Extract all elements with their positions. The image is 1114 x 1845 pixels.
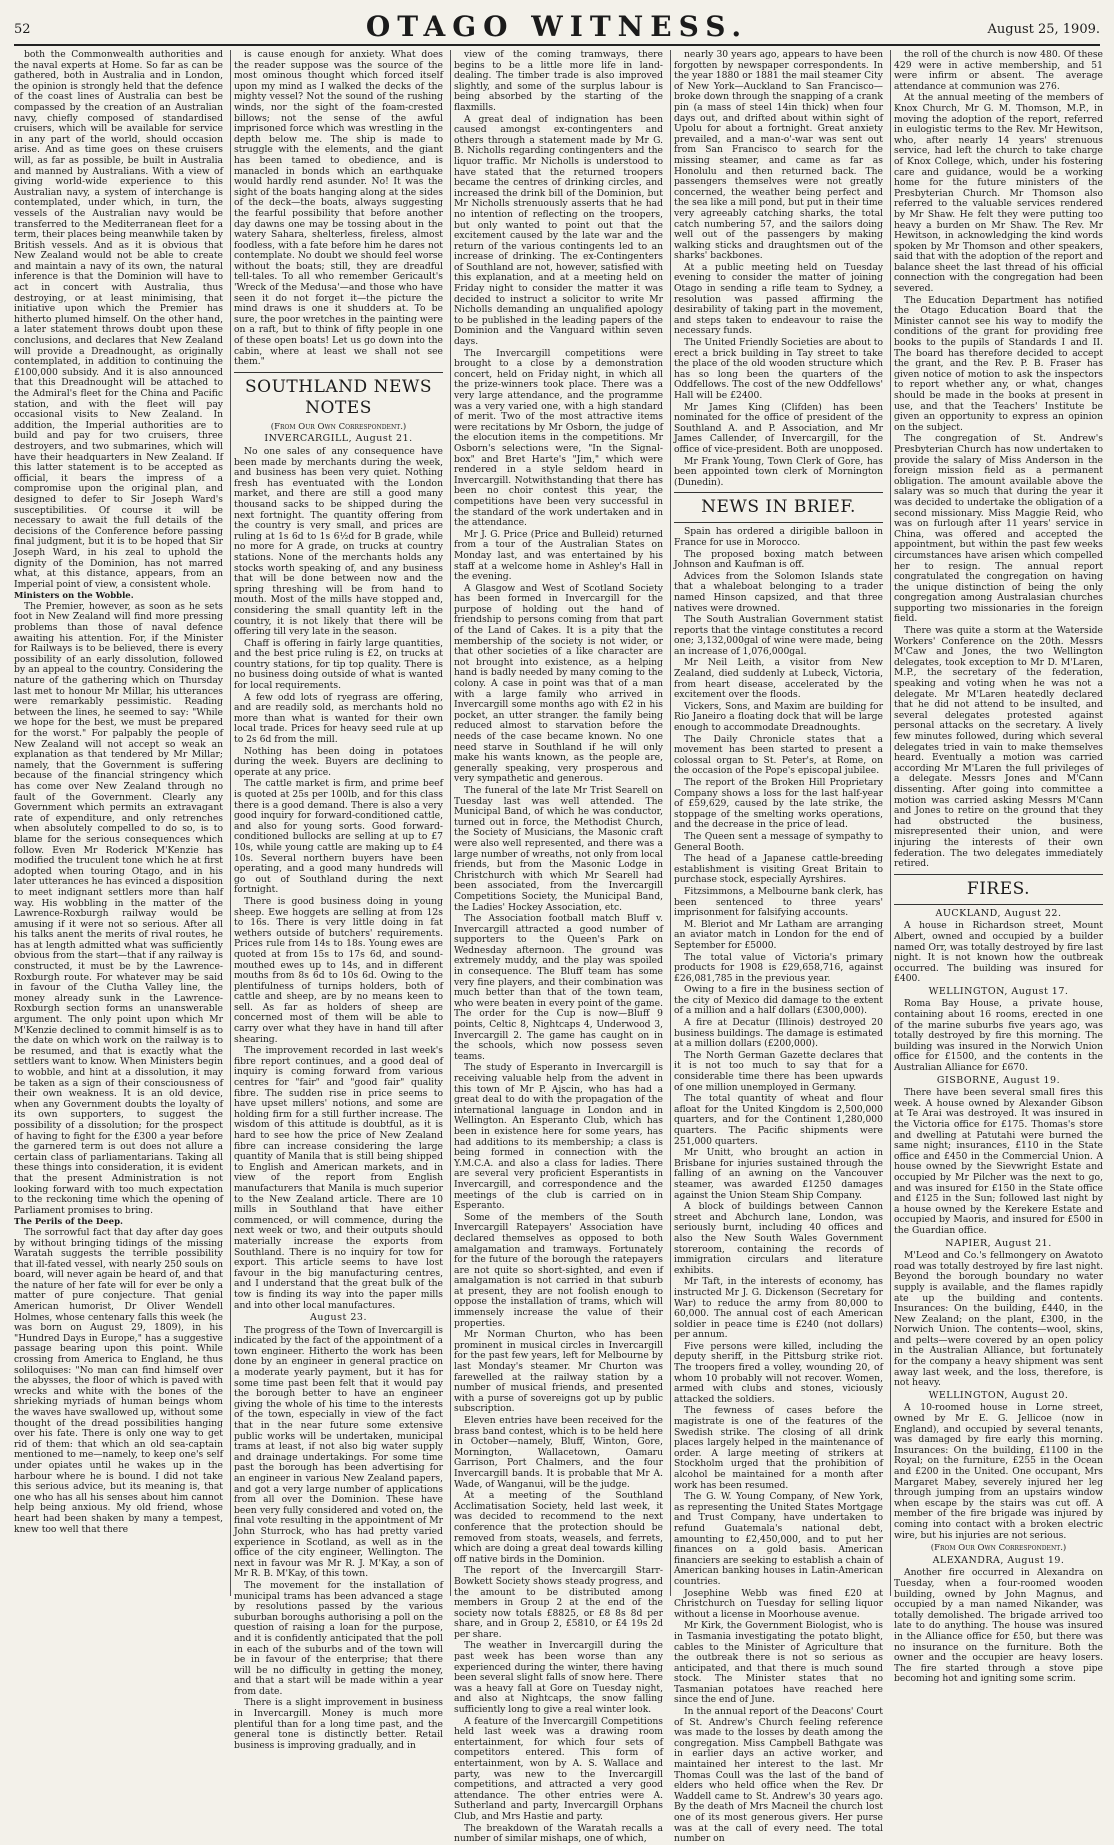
column-2 [234, 49, 443, 1751]
article-paragraph: The congregation of St. Andrew's Presbyterian Church has now undertaken to provide the salary of Miss Anderson in the foreign mission field as a permanent obligation. The amount available above the salary was so much that during the year it was decided to undertake the obligation of a second missionary. Miss Maggie Reid, who was on furlough after 11 years' service in China, was offered and accepted the appointment, but within the past few weeks circumstances have arisen which compelled her to resign. The annual report congratulated the congregation on having the unique distinction of being the only congregation among Australasian churches supporting two missionaries in the foreign field. [894, 433, 1103, 625]
article-paragraph: A great deal of indignation has been caused amongst ex-contingenters and others through a statement made by Mr G. B. Nicholls regarding contingenters and the liquor traffic. Mr Nicholls is understood to have stated that the returned troopers became the centres of drinking circles, and increased the drink bill of the Dominion, but Mr Nicholls strenuously asserts that he had no intention of reflecting on the troopers, but only wanted to point out that the excitement caused by the late war and the return of the various contingents led to an increase of drinking. The ex-Contingenters of Southland are not, however, satisfied with this explanation, and at a meeting held on Friday night to consider the matter it was decided to instruct a solicitor to write Mr Nicholls demanding an unqualified apology to be published in the leading papers of the Dominion and the Vanguard within seven days. [454, 113, 663, 348]
article-paragraph: The Association football match Bluff v. Invercargill attracted a good number of supporters to the Queen's Park on Wednesday afternoon. The ground was extremely muddy, and the play was spoiled in consequence. The Bluff team has some very fine players, and their combination was much better than that of the town team, who were beaten in every point of the game. The order for the Cup is now—Bluff 9 points, Celtic 8, Nightcaps 4, Underwood 3, Invercargill 2. The game has caught on in the schools, which now possess seven teams. [454, 913, 663, 1062]
article-paragraph: The breakdown of the Waratah recalls a number of similar mishaps, one of which, [454, 1822, 663, 1845]
article-paragraph: The sorrowful fact that day after day goes by without bringing tidings of the missing Waratah suggests the terrible possibility that ill-fated vessel, with nearly 250 souls on board, will never again be heard of, and that the nature of her fate will for ever be only a matter of pure conjecture. That genial American humorist, Dr Oliver Wendell Holmes, whose centenary falls this week (he was born on August 29, 1809), in his "Hundred Days in Europe," has a suggestive passage bearing upon this point. While crossing from America to England, he thus soliloquises: "No man can find himself over the abysses, the floor of which is paved with wrecks and white with the bones of the shrieking myriads of human beings whom the waves have swallowed up, without some thought of the dread possibilities hanging over his fate. There is only one way to get rid of them: that which an old sea-captain mentioned to me—namely, to keep one's self under opiates until he wakes up in the harbour where he is bound. I did not take this serious advice, but its meaning is, that one who has all his senses about him cannot help being anxious. My old friend, whose heart had been shaken by many a tempest, knew too well that there [14, 1226, 223, 1535]
news-item: Advices from the Solomon Islands state that a whaleboat belonging to a trader named Hinson capsized, and that three natives were drowned. [674, 570, 883, 614]
news-item: Mr Neil Leith, a visitor from New Zealand, died suddenly at Lubeck, Victoria, from heart disease, accelerated by the excitement over the floods. [674, 657, 883, 701]
fire-report: A 10-roomed house in Lorne street, owned by Mr E. G. Jellicoe (now in England), and occupied by several tenants, was damaged by fire early this morning. Insurances: On the building, £1100 in the Royal; on the furniture, £255 in the Ocean and £200 in the United. One occupant, Mrs Margaret Mabey, severely injured her leg through jumping from an upstairs window when escape by the stairs was cut off. A member of the fire brigade was injured by coming into contact with a broken electric wire, but his injuries are not serious. [894, 1402, 1103, 1541]
article-paragraph: There was quite a storm at the Waterside Workers' Conference on the 20th. Messrs M'Caw and Jones, the two Wellington delegates, took exception to Mr D. M'Laren, M.P., the secretary of the federation, speaking and voting when he was not a delegate. Mr M'Laren heatedly declared that he did not attend to be insulted, and several delegates protested against personal attacks on the secretary. A lively few minutes followed, during which several delegates tried in vain to make themselves heard. Eventually a motion was carried according Mr M'Laren the full privileges of a delegate. Messrs Jones and M'Cann dissenting. After going into committee a motion was carried asking Messrs M'Cann and Jones to retire on the ground that they had obstructed the business, misrepresented their union, and were injuring the interests of their own federation. The two delegates immediately retired. [894, 625, 1103, 870]
column-4 [674, 49, 883, 1845]
dateline: GISBORNE, August 19. [936, 1074, 1061, 1086]
news-item: M. Bleriot and Mr Latham are arranging an aviator match in London for the end of September for £5000. [674, 918, 883, 951]
article-paragraph: The weather in Invercargill during the past week has been worse than any experienced during the winter, there having been several slight falls of snow here. There was a heavy fall at Gore on Tuesday night, and also at Nightcaps, the snow falling sufficiently long to give a real winter look. [454, 1640, 663, 1716]
article-paragraph: view of the coming tramways, there begins to be a little more life in land-dealing. The timber trade is also improved slightly, and some of the surplus labour is being absorbed by the starting of the flaxmills. [454, 49, 663, 113]
news-item: The head of a Japanese cattle-breeding establishment is visiting Great Britain to purchase stock, especially Ayrshires. [674, 853, 883, 886]
sidenote-ministers: Ministers on the Wobble. [14, 591, 134, 602]
article-paragraph: nearly 30 years ago, appears to have been forgotten by newspaper correspondents. In the year 1880 or 1881 the mail steamer City of New York—Auckland to San Francisco—broke down through the snapping of a crank pin (a mass of steel 14in thick) when four days out, and drifted about within sight of Upolu for about a fortnight. Great anxiety prevailed, and a man-o'-war was sent out from San Francisco to search for the missing steamer, and came as far as Honolulu and then returned back. The passengers themselves were not greatly concerned, the weather being perfect and the sea like a mill pond, but put in their time very agreeably catching sharks, the total catch numbering 57, and the sailors doing well out of the passengers by making walking sticks and draughtsmen out of the sharks' backbones. [674, 49, 883, 262]
article-paragraph: A feature of the Invercargill Competitions held last week was a drawing room entertainment, for which four sets of competitors entered. This form of entertainment, won by A. S. Wallace and party, was new to the Invercargill competitions, and attracted a very good attendance. The other entries were A. Sutherland and party, Invercargill Orphans Club, and Mrs Hastie and party. [454, 1715, 663, 1822]
fire-report: Another fire occurred in Alexandra on Tuesday, when a four-roomed wooden building, owned by John Magnus, and occupied by a man named Nikander, was totally demolished. The brigade arrived too late to do anything. The house was insured in the Alliance office for £50, but there was no insurance on the furniture. Both the owner and the occupier are heavy losers. The fire started through a stove pipe becoming hot and igniting some scrim. [894, 1567, 1103, 1685]
column-rule [450, 50, 451, 1596]
masthead [14, 8, 1100, 46]
article-paragraph: Eleven entries have been received for the brass band contest, which is to be held here in October—namely, Bluff, Winton, Gore, Mornington, Wallacetown, Oamaru Garrison, Port Chalmers, and the four Invercargill bands. It is probable that Mr A. Wade, of Wanganui, will be the judge. [454, 1415, 663, 1490]
article-paragraph: The improvement recorded in last week's fibre report continues, and a good deal of inquiry is coming forward from various centres for "fair" and "good fair" quality fibre. The sudden rise in price seems to have upset millers' notions, and some are holding firm for a still further increase. The wisdom of this attitude is doubtful, as it is hard to see how the price of New Zealand fibre can increase considering the large quantity of Manila that is still being shipped to English and American markets, and in view of the report from English manufacturers that Manila is much superior to the New Zealand article. There are 10 mills in Southland that have either commenced, or will commence, during the next week or two, and their outputs should materially increase the exports from Southland. There is no inquiry for tow for export. This article seems to have lost favour in the big manufacturing centres, and I understand that the great bulk of the tow is finding its way into the paper mills and into other local manufactures. [234, 1045, 443, 1311]
news-item: Mr Kirk, the Government Biologist, who is in Tasmania investigating the potato blight, cables to the Minister of Agriculture that the outbreak there is not so serious as anticipated, and that there is much sound stock. The Minister states that no Tasmanian potatoes have reached here since the end of June. [674, 1620, 883, 1706]
article-paragraph: Mr Frank Young, Town Clerk of Gore, has been appointed town clerk of Mornington (Dunedin). [674, 455, 883, 488]
news-item: Owing to a fire in the business section of the city of Mexico did damage to the extent of a million and a half dollars (£300,000). [674, 984, 883, 1017]
news-item: A fire at Decatur (Illinois) destroyed 20 business buildings. The damage is estimated at a million dollars (£200,000). [674, 1017, 883, 1050]
column-rule [230, 50, 231, 1596]
article-paragraph: The Education Department has notified the Otago Education Board that the Minister cannot see his way to modify the conditions of the grant for providing free books to the pupils of Standards I and II. The board has therefore decided to accept the grant, and the Rev. P. B. Fraser has given notice of motion to ask the inspectors to report whether any, or what, changes should be made in the books at present in use, and that the Teachers' Institute be given an opportunity to express an opinion on the subject. [894, 294, 1103, 433]
section-rule [674, 492, 883, 493]
article-paragraph: both the Commonwealth authorities and the naval experts at Home. So far as can be gathered, both in Australia and in London, the opinion is strongly held that the defence of the coast lines of Australia can best be compassed by the creation of an Australian navy, chiefly composed of standardised cruisers, which will be available for service in any part of the world, should occasion arise. And as time goes on these cruisers will, as far as possible, be built in Australia and manned by Australians. With a view of giving world-wide experience to this Australian navy, a system of interchange is contemplated, under which, in turn, the vessels of the Australian navy would be transferred to the Mediterranean fleet for a term, their places being meanwhile taken by British vessels. And as it is obvious that New Zealand would not be able to create and maintain a navy of its own, the natural inference is that the Dominion will have to act in concert with Australia, thus destroying, or at least minimising, that initiative upon which the Premier has hitherto plumed himself. On the other hand, a later statement throws doubt upon these conclusions, and declares that New Zealand will provide a Dreadnought, as originally contemplated, in addition to continuing the £100,000 subsidy. And it is also announced that this Dreadnought will be attached to the Admiral's fleet for the China and Pacific station, and with the fleet will pay occasional visits to New Zealand. In addition, the Imperial authorities are to build and pay for two cruisers, three destroyers, and two submarines, which will have their headquarters in New Zealand. If this latter statement is to be accepted as official, it bears the impress of a compromise upon the original plan, and designed to defer to Sir Joseph Ward's susceptibilities. Of course it will be necessary to await the full details of the decisions of the Conference before passing final judgment, but it is to be hoped that Sir Joseph Ward, in his zeal to uphold the dignity of the Dominion, has not marred what, at this distance, appears, from an Imperial point of view, a consistent whole. [14, 49, 223, 590]
dateline: WELLINGTON, August 20. [928, 1389, 1069, 1401]
article-paragraph: The funeral of the late Mr Trist Searell on Tuesday last was well attended. The Municipal Band, of which he was conductor, turned out in force, the Methodist Church, the Society of Musicians, the Masonic craft were also well represented, and there was a large number of wreaths, not only from local friends, but from the Masonic Lodge in Christchurch with which Mr Searell had been associated, from the Invercargill Competitions Society, the Municipal Band, the Ladies' Hockey Association, etc. [454, 784, 663, 913]
news-item: Mr Unitt, who brought an action in Brisbane for injuries sustained through the falling of an awning on the Vancouver steamer, was awarded £1250 damages against the Union Steam Ship Company. [674, 1147, 883, 1201]
fire-report: There have been several small fires this week. A house owned by Alexander Gibson at Te Arai was destroyed. It was insured in the Victoria office for £175. Thomas's store and dwelling at Patutahi were burned the same night; insurances, £110 in the State office and £450 in the Commercial Union. A house owned by the Sievwright Estate and occupied by Mr Pilcher was the next to go, and was insured for £150 in the State office and £125 in the Sun; followed last night by a house owned by the Kerekere Estate and occupied by Maoris, and insured for £500 in the Guardian office. [894, 1087, 1103, 1236]
article-paragraph: A Glasgow and West of Scotland Society has been formed in Invercargill for the purpose of holding out the hand of friendship to persons coming from that part of the Land of Cakes. It is a pity that the membership of the society is not wider, or that other societies of a like character are not brought into existence, as a helping hand is badly needed by many coming to the colony. A case in point was that of a man with a large family who arrived in Invercargill some months ago with £2 in his pocket, an utter stranger. the family being reduced almost to starvation before the needs of the case became known. No one need starve in Southland if he will only make his wants known, as the people are, generally speaking, very prosperous and very sympathetic and generous. [454, 582, 663, 785]
news-item: The Queen sent a message of sympathy to General Booth. [674, 830, 883, 853]
article-paragraph: Nothing has been doing in potatoes during the week. Buyers are declining to operate at any price. [234, 745, 443, 778]
article-paragraph: The Invercargill competitions were brought to a close by a demonstration concert, held on Friday night, in which all the prize-winners took place. There was a very large attendance, and the programme was a very varied one, with a high standard of merit. Two of the most attractive items were recitations by Mr Osborn, the judge of the elocution items in the competitions. Mr Osborn's selections were, "In the Signal-box" and Bret Harte's "Jim," which were rendered in a style seldom heard in Invercargill. Notwithstanding that there has been no choir contest this year, the competitions have been very successful in the standard of the work undertaken and in the attendance. [454, 347, 663, 529]
dateline: ALEXANDRA, August 19. [932, 1554, 1065, 1566]
news-item: Mr Taft, in the interests of economy, has instructed Mr J. G. Dickenson (Secretary for War) to reduce the army from 80,000 to 60,000. The annual cost of each American soldier in peace time is £240 (not dollars) per annum. [674, 1276, 883, 1341]
article-paragraph: The movement for the installation of municipal trams has been advanced a stage by resolutions passed by the various suburban boroughs authorising a poll on the question of raising a loan for the purpose, and it is confidently anticipated that the poll in each of the suburbs and of the town will be in favour of the enterprise; that there will be no difficulty in getting the money, and that a start will be made within a year from date. [234, 1579, 443, 1697]
article-paragraph: A few odd lots of ryegrass are offering, and are readily sold, as merchants hold no more than what is wanted for their own local trade. Prices for heavy seed rule at up to 2s 6d from the mill. [234, 691, 443, 746]
article-paragraph: Some of the members of the South Invercargill Ratepayers' Association have declared themselves as opposed to both amalgamation and tramways. Fortunately for the future of the borough the ratepayers are not quite so short-sighted, and even if amalgamation is not carried in that suburb at present, they are not foolish enough to oppose the installation of trams, which will immensely increase the value of their properties. [454, 1211, 663, 1329]
article-paragraph: Mr Norman Churton, who has been prominent in musical circles in Invercargill for the past few years, left for Melbourne by last Monday's steamer. Mr Churton was farewelled at the railway station by a number of musical friends, and presented with a purse of sovereigns got up by public subscription. [454, 1329, 663, 1415]
dateline: INVERCARGILL, August 21. [264, 433, 413, 445]
news-item: The North German Gazette declares that it is not too much to say that for a considerable time there has been upwards of one million unemployed in Germany. [674, 1049, 883, 1093]
news-item: Vickers, Sons, and Maxim are building for Rio Janeiro a floating dock that will be large enough to accommodate Dreadnoughts. [674, 700, 883, 734]
news-item: Fitzsimmons, a Melbourne bank clerk, has been sentenced to three years' imprisonment for falsifying accounts. [674, 885, 883, 919]
news-item: The report of the Broken Hill Proprietary Company shows a loss for the last half-year of £59,629, caused by the late strike, the stoppage of the smelting works operations, and the decrease in the price of lead. [674, 777, 883, 831]
news-item: Josephine Webb was fined £20 at Christchurch on Tuesday for selling liquor without a license in Moorhouse avenue. [674, 1587, 883, 1620]
dateline: AUCKLAND, August 22. [935, 907, 1062, 919]
dateline: August 23. [310, 1312, 367, 1324]
news-item: The G. W. Young Company, of New York, as representing the United States Mortgage and Trust Company, have undertaken to refund Guatemala's national debt, amounting to £2,450,000, and to put her finances on a gold basis. American financiers are seeking to establish a chain of American banking houses in Latin-American countries. [674, 1491, 883, 1587]
news-item: Five persons were killed, including the deputy sheriff, in the Pittsburg strike riot. The troopers fired a volley, wounding 20, of whom 10 probably will not recover. Women, armed with clubs and stones, viciously attacked the soldiers. [674, 1340, 883, 1405]
news-item: The proposed boxing match between Johnson and Kaufman is off. [674, 548, 883, 571]
article-paragraph: At a meeting of the Southland Acclimatisation Society, held last week, it was decided to recommend to the next conference that the protection should be removed from stoats, weasels, and ferrets, which are doing a great deal towards killing off native birds in the Dominion. [454, 1490, 663, 1565]
fire-report: A house in Richardson street, Mount Albert, owned and occupied by a builder named Orr, was totally destroyed by fire last night. It is not known how the outbreak occurred. The building was insured for £400. [894, 920, 1103, 985]
article-paragraph: At a public meeting held on Tuesday evening to consider the matter of joining Otago in sending a rifle team to Sydney, a resolution was passed affirming the desirability of taking part in the movement, and steps taken to endeavour to raise the necessary funds. [674, 261, 883, 337]
article-paragraph: The study of Esperanto in Invercargill is receiving valuable help from the advent in this town of Mr P. Ajscin, who has had a great deal to do with the propagation of the international language in London and in Wellington. An Esperanto Club, which has been in existence here for some years, has had additions to its membership; a class is being formed in connection with the Y.M.C.A. and also a class for ladies. There are several very proficient Esperantists in Invercargill, and correspondence and the meetings of the club is carried on in Esperanto. [454, 1062, 663, 1212]
section-rule [894, 874, 1103, 875]
byline: (From Our Own Correspondent.) [930, 1543, 1067, 1554]
section-rule [894, 904, 1103, 905]
section-heading: FIRES. [966, 878, 1031, 899]
newspaper-title: OTAGO WITNESS. [365, 10, 749, 43]
dateline: WELLINGTON, August 17. [928, 985, 1069, 997]
article-paragraph: There is a slight improvement in business in Invercargill. Money is much more plentiful than for a long time past, and the general tone is distinctly better. Retail business is improving gradually, and in [234, 1697, 443, 1751]
news-item: The total value of Victoria's primary products for 1908 is £29,658,716, against £26,081,785 in the previous year. [674, 951, 883, 984]
article-paragraph: The progress of the Town of Invercargill is indicated by the fact of the appointment of a town engineer. Hitherto the work has been done by an engineer in general practice on a moderate yearly payment, but it has for some time past been felt that it would pay the borough better to have an engineer giving the whole of his time to the interests of the town, especially in view of the fact that in the near future some extensive public works will be undertaken, municipal trams at least, if not also big water supply and drainage undertakings. For some time past the borough has been advertising for an engineer in various New Zealand papers, and got a very large number of applications from all over the Dominion. These have been very fully considered and voted on, the final vote resulting in the appointment of Mr John Sturrock, who has had pretty varied experience in Scotland, as well as in the office of the city engineer, Wellington. The next in favour was Mr R. J. M'Kay, a son of Mr R. B. M'Kay, of this town. [234, 1324, 443, 1580]
article-paragraph: At the annual meeting of the members of Knox Church, Mr G. M. Thomson, M.P., in moving the adoption of the report, referred in eulogistic terms to the Rev. Mr Hewitson, who, after nearly 14 years' strenuous service, had left the church to take charge of Knox College, which, under his fostering care and guidance, would be a working home for the future ministers of the Presbyterian Church. Mr Thomson also referred to the valuable services rendered by Mr Shaw. He felt they were putting too heavy a burden on Mr Shaw. The Rev. Mr Hewitson, in acknowledging the kind words spoken by Mr Thomson and other speakers, said that with the adoption of the report and balance sheet the last thread of his official connection with the congregation had been severed. [894, 92, 1103, 295]
article-paragraph: The United Friendly Societies are about to erect a brick building in Tay street to take the place of the old wooden structure which has so long been the quarters of the Oddfellows. The cost of the new Oddfellows' Hall will be £2400. [674, 337, 883, 401]
section-heading: NEWS IN BRIEF. [701, 497, 856, 518]
news-item: The South Australian Government statist reports that the vintage constitutes a record one; 3,132,000gal of wine were made, being an increase of 1,076,000gal. [674, 614, 883, 657]
page-number: 52 [14, 22, 31, 37]
issue-date: August 25, 1909. [987, 22, 1100, 37]
news-item: The fewness of cases before the magistrate is one of the features of the Swedish strike. The closing of all drink places largely helped in the maintenance of order. A large meeting of strikers at Stockholm urged that the prohibition of alcohol be maintained for a month after work has been resumed. [674, 1405, 883, 1491]
column-rule [670, 50, 671, 1596]
fire-report: M'Leod and Co.'s fellmongery on Awatoto road was totally destroyed by fire last night. Beyond the borough boundary no water supply is available, and the flames rapidly ate up the building and contents. Insurances: On the building, £440, in the New Zealand; on the plant, £300, in the Norwich Union. The contents—wool, skins, and pelts—were covered by an open policy in the Australian Alliance, but fortunately for the company a heavy shipment was sent away last week, and the loss, therefore, is not heavy. [894, 1250, 1103, 1389]
article-paragraph: There is good business doing in young sheep. Ewe hoggets are selling at from 12s to 16s. There is very little doing in fat wethers outside of butchers' requirements. Prices rule from 14s to 18s. Young ewes are quoted at from 15s to 17s 6d, and sound-mouthed ewes up to 14s, and in different mouths from 8s 6d to 10s 6d. Owing to the plentifulness of turnips holders, both of cattle and sheep, are by no means keen to sell. As far as holders of sheep are concerned most of them will be able to carry over what they have in hand till after shearing. [234, 895, 443, 1045]
news-item: A block of buildings between Cannon street and Abchurch lane, London, was seriously burnt, including 40 offices and also the New South Wales Government storeroom, containing the records of immigration circulars and literature exhibits. [674, 1201, 883, 1276]
article-paragraph: Mr J. G. Price (Price and Bulleid) returned from a tour of the Australian States on Monday last, and was entertained by his staff at a welcome home in Ashley's Hall in the evening. [454, 528, 663, 583]
article-paragraph: the roll of the church is now 480. Of these 429 were in active membership, and 51 were infirm or absent. The average attendance at communion was 276. [894, 49, 1103, 92]
dateline: NAPIER, August 21. [945, 1237, 1052, 1249]
article-paragraph: is cause enough for anxiety. What does the reader suppose was the source of the most ominous thought which forced itself upon my mind as I walked the decks of the mighty vessel? Not the sound of the rushing winds, nor the sight of the foam-crested billows; not the sense of the awful imprisoned force which was wrestling in the depth below me. The ship is made to struggle with the elements, and the giant has been tamed to obedience, and is manacled in bonds which an earthquake would hardly rend asunder. No! It was the sight of the boats hanging along at the sides of the deck—the boats, always suggesting the fearful possibility that before another day dawns one may be tossing about in the watery Sahara, shelterless, fireless, almost foodless, with a fate before him he dares not contemplate. No doubt we should feel worse without the boats; still, they are dreadful tell-tales. To all who remember Gericault's 'Wreck of the Medusa'—and those who have seen it do not forget it—the picture the mind draws is one it shudders at. To be sure, the poor wretches in the painting were on a raft, but to think of fifty people in one of these open boats! Let us go down into the cabin, where at least we shall not see them." [234, 49, 443, 368]
article-paragraph: Mr James King (Clifden) has been nominated for the office of president of the Southland A. and P. Association, and Mr James Callender, of Invercargill, for the office of vice-president. Both are unopposed. [674, 401, 883, 455]
column-1 [14, 50, 223, 1596]
article-paragraph: No one sales of any consequence have been made by merchants during the week, and business has been very quiet. Nothing fresh has eventuated with the London market, and there are still a good many thousand sacks to be shipped during the next fortnight. The quantity offering from the country is very small, and prices are ruling at 1s 6d to 1s 6½d for B grade, while no more for A grade, on trucks at country stations. None of the merchants holds any stocks worth speaking of, and any business that will be done between now and the spring threshing will be from hand to mouth. Most of the mills have stopped and, considering the small quantity left in the country, it is not likely that there will be offering till very late in the season. [234, 446, 443, 638]
fire-report: Roma Bay House, a private house, containing about 16 rooms, erected in one of the marine suburbs five years ago, was totally destroyed by fire this morning. The building was insured in the Norwich Union office for £1500, and the contents in the Australian Alliance for £670. [894, 998, 1103, 1074]
byline: (From Our Own Correspondent.) [270, 421, 407, 432]
sidenote-perils: The Perils of the Deep. [14, 1217, 123, 1228]
column-5 [894, 49, 1103, 1685]
section-heading: SOUTHLAND NEWS NOTES [245, 376, 432, 418]
column-rule [890, 50, 891, 1596]
news-item: Spain has ordered a dirigible balloon in France for use in Morocco. [674, 526, 883, 548]
news-item: The total quantity of wheat and flour afloat for the United Kingdom is 2,500,000 quarters, and for the Continent 1,280,000 quarters. The Pacific shipments were 251,000 quarters. [674, 1093, 883, 1147]
news-item: In the annual report of the Deacons' Court of St. Andrew's Church feeling reference was made to the losses by death among the congregation. Miss Campbell Bathgate was in earlier days an active worker, and maintained her interest to the last. Mr Thomas Coull was the last of the band of elders who held office when the Rev. Dr Waddell came to St. Andrew's 30 years ago. By the death of Mrs Macneil the church lost one of its most generous givers. Her purse was at the call of every need. The total number on [674, 1706, 883, 1845]
section-rule [234, 372, 443, 373]
article-paragraph: The cattle market is firm, and prime beef is quoted at 25s per 100lb, and for this class there is a good demand. There is also a very good inquiry for forward-conditioned cattle, and also for young sorts. Good forward-conditioned bullocks are selling at up to £7 10s, while young cattle are making up to £4 10s. Several northern buyers have been operating, and a good many hundreds will go out of Southland during the next fortnight. [234, 778, 443, 896]
section-rule [674, 522, 883, 523]
column-3 [454, 49, 663, 1845]
article-paragraph: Chaff is offering in fairly large quantities, and the best price ruling is £2, on trucks at country stations, for tip top quality. There is no business doing outside of what is wanted for local requirements. [234, 637, 443, 692]
news-item: The Daily Chronicle states that a movement has been started to present a colossal organ to St. Peter's, at Rome, on the occasion of the Pope's episcopal jubilee. [674, 733, 883, 777]
article-paragraph: The report of the Invercargill Starr-Bowkett Society shows steady progress, and the amount to be distributed among members in Group 2 at the end of the society now totals £8825, or £8 8s 8d per share, and in Group 2, £5810, or £4 19s 2d per share. [454, 1565, 663, 1640]
article-paragraph: The Premier, however, as soon as he sets foot in New Zealand will find more pressing problems than those of naval defence awaiting his attention. For, if the Minister for Railways is to be believed, there is every possibility of an early dissolution, followed by an appeal to the country. Considering the nature of the gathering which on Thursday last met to honour Mr Millar, his utterances were remarkably pessimistic. Reading between the lines, he seemed to say: "While we hope for the best, we must be prepared for the worst." For palpably the people of New Zealand will not accept so weak an explanation as that tendered by Mr Millar; namely, that the Government is suffering because of the financial stringency which has come over New Zealand through no fault of the Government. Clearly any Government which permits an extravagant rate of expenditure, and only retrenches when absolutely compelled to do so, is to blame for the serious consequences which follow. Even Mr Roderick M'Kenzie has modified the truculent tone which he at first adopted when touring Otago, and in his later utterances he has evinced a disposition to meet indignant settlers more than half way. His wobbling in the matter of the Lawrence-Roxburgh railway would be amusing if it were not so serious. After all his talks anent the merits of rival routes, he has at length admitted what was sufficiently obvious from the start—that if any railway is constructed, it must be by the Lawrence-Roxburgh route. For whatever may be said in favour of the Clutha Valley line, the money already sunk in the Lawrence-Roxburgh section forms an unanswerable argument. The only point upon which Mr M'Kenzie declined to commit himself is as to the date on which work on the railway is to be resumed, and that is exactly what the settlers want to know. When Ministers begin to wobble, and hint at a dissolution, it may be taken as a sign of their consciousness of their own weakness. It is an old device, when any Government doubts the loyalty of its own supporters, to suggest the possibility of a dissolution; for the prospect of having to fight for the £300 a year before the garnered term is out does not allure a certain class of parliamentarians. Taking all these things into consideration, it is evident that the present Administration is not looking forward with too much expectation to the reckoning time which the opening of Parliament promises to bring. [14, 600, 223, 1216]
